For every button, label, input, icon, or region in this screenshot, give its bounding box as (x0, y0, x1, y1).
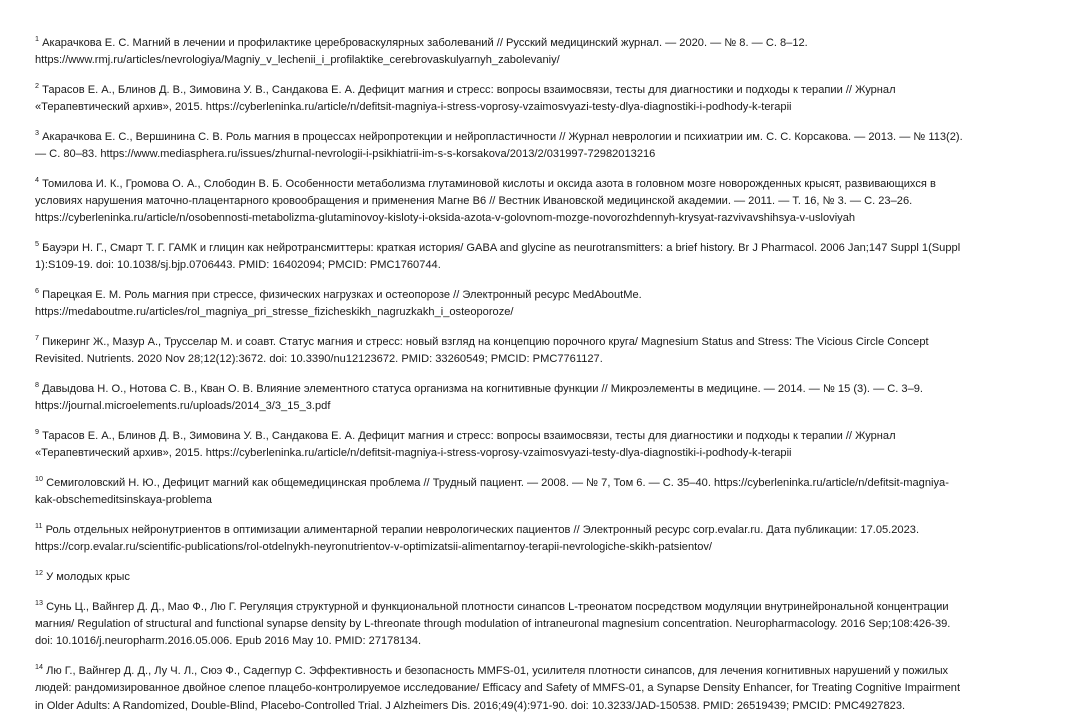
footnote[interactable] (35, 334, 1065, 368)
footnote-text-line: Семиголовский Н. Ю., Дефицит магний как общемедицинская проблема // Трудный пациент. — 2008. — № 7, Том 6. — С. 35–40. https://cyberleninka.ru/article/n/defitsit-magniya- (46, 477, 949, 490)
footnote-text-line: «Терапевтический архив», 2015. https://cyberleninka.ru/article/n/defitsit-magniya-i-stress-voprosy-vzaimosvyazi-testy-dlya-diagnostiki-i-podhody-k-terapii (35, 447, 792, 460)
footnote-text-line: Тарасов Е. А., Блинов Д. В., Зимовина У. В., Сандакова Е. А. Дефицит магния и стресс: вопросы взаимосвязи, тесты для диагностики и подходы к терапии // Журнал (42, 430, 896, 443)
footnote-text-line: магния/ Regulation of structural and functional synapse density by L-threonate through modulation of intraneuronal magnesium concentration. Neuropharmacology. 2016 Sep;108:426-39. (35, 618, 951, 631)
document-page (35, 35, 1065, 727)
footnote-text-line: «Терапевтический архив», 2015. https://cyberleninka.ru/article/n/defitsit-magniya-i-stress-voprosy-vzaimosvyazi-testy-dlya-diagnostiki-i-podhody-k-terapii (35, 101, 792, 114)
footnote-text-line: kak-obschemeditsinskaya-problema (35, 494, 212, 507)
footnote-number: 12 (35, 568, 43, 578)
footnote[interactable] (35, 569, 1065, 586)
footnote-number: 7 (35, 333, 39, 343)
footnote-number: 13 (35, 598, 43, 607)
footnote-text-line: людей: рандомизированное двойное слепое плацебо-контролируемое исследование/ Efficacy and Safety of MMFS-01, a Synapse Density Enhancer, for Treating Cognitive Impairment (35, 682, 961, 695)
footnote[interactable] (35, 381, 1065, 415)
footnote-text-line: https://journal.microelements.ru/uploads/2014_3/3_15_3.pdf (35, 400, 331, 413)
footnote-number: 5 (35, 239, 39, 249)
footnote-number: 4 (35, 175, 39, 184)
footnote[interactable] (35, 129, 1065, 163)
footnote[interactable] (35, 599, 1065, 651)
footnote-text-line: Парецкая Е. М. Роль магния при стрессе, физических нагрузках и остеопорозе // Электронный ресурс MedAboutMe. (42, 289, 642, 302)
footnote-text-line: in Older Adults: A Randomized, Double-Blind, Placebo-Controlled Trial. J Alzheimers Dis. 2016;49(4):971-90. doi: 10.3233/JAD-150538. PMID: 26519439; PMCID: PMC4927823. (35, 699, 906, 712)
footnote-text-line: Пикеринг Ж., Мазур А., Трусселар М. и соавт. Статус магния и стресс: новый взгляд на концепцию порочного круга/ Magnesium Status and Stress: The Vicious Circle Concept (42, 336, 929, 349)
footnote[interactable] (35, 522, 1065, 556)
footnote-text-line: Акарачкова Е. С., Вершинина С. В. Роль магния в процессах нейропротекции и нейропластичности // Журнал неврологии и психиатрии им. С. С. Корсакова. — 2013. — № 113(2). (42, 131, 963, 143)
footnote-number: 6 (35, 286, 39, 296)
footnote-text-line: https://www.rmj.ru/articles/nevrologiya/Magniy_v_lechenii_i_profilaktike_cerebrovaskulyarnyh_zabolevaniy/ (35, 54, 560, 67)
footnote[interactable] (35, 428, 1065, 462)
footnote-number: 14 (35, 662, 43, 672)
footnote-text-line: https://medaboutme.ru/articles/rol_magniya_pri_stresse_fizicheskikh_nagruzkakh_i_osteoporoze/ (35, 306, 514, 319)
footnote-text-line: Лю Г., Вайнгер Д. Д., Лу Ч. Л., Сюэ Ф., Садегпур С. Эффективность и безопасность MMFS-01, усилителя плотности синапсов, для лечения когнитивных нарушений у пожилых (46, 665, 949, 678)
footnote-text-line: Томилова И. К., Громова О. А., Слободин В. Б. Особенности метаболизма глутаминовой кислоты и оксида азота в головном мозге новорожденных крысят, развивающихся в (42, 178, 936, 190)
footnote-number: 2 (35, 81, 39, 90)
footnote-text-line: Сунь Ц., Вайнгер Д. Д., Мао Ф., Лю Г. Регуляция структурной и функциональной плотности синапсов L-треонатом посредством модуляции внутринейрональной концентрации (46, 601, 949, 613)
footnote-text-line: — С. 80–83. https://www.mediasphera.ru/issues/zhurnal-nevrologii-i-psikhiatrii-im-s-s-korsakova/2013/2/031997-72982013216 (35, 148, 656, 161)
footnote-text-line: Роль отдельных нейронутриентов в оптимизации алиментарной терапии неврологических пациентов // Электронный ресурс corp.evalar.ru. Дата публикации: 17.05.2023. (45, 524, 920, 537)
footnote-number: 8 (35, 380, 39, 390)
footnote[interactable] (35, 35, 1065, 69)
footnote[interactable] (35, 663, 1065, 715)
footnote-text-line: 1):S109-19. doi: 10.1038/sj.bjp.0706443. PMID: 16402094; PMCID: PMC1760744. (35, 259, 441, 272)
footnote-text-line: https://cyberleninka.ru/article/n/osobennosti-metabolizma-glutaminovoy-kisloty-i-oksida-azota-v-golovnom-mozge-novorozhdennyh-krysyat-razvivavshihsya-v-usloviyah (35, 212, 856, 225)
footnote-number: 9 (35, 427, 39, 437)
footnote[interactable] (35, 475, 1065, 509)
footnote-text-line: Revisited. Nutrients. 2020 Nov 28;12(12):3672. doi: 10.3390/nu12123672. PMID: 33260549; PMCID: PMC7761127. (35, 353, 603, 366)
footnote-text-line: У молодых крыс (46, 571, 130, 584)
footnote[interactable] (35, 240, 1065, 274)
footnote-text-line: Бауэри Н. Г., Смарт Т. Г. ГАМК и глицин как нейротрансмиттеры: краткая история/ GABA and glycine as neurotransmitters: a brief history. Br J Pharmacol. 2006 Jan;147 Suppl 1(Suppl (42, 242, 961, 255)
footnote-text-line: Давыдова Н. О., Нотова С. В., Кван О. В. Влияние элементного статуса организма на когнитивные функции // Микроэлементы в медицине. — 2014. — № 15 (3). — С. 3–9. (42, 383, 924, 396)
footnote-text-line: doi: 10.1016/j.neuropharm.2016.05.006. Epub 2016 May 10. PMID: 27178134. (35, 635, 422, 648)
footnote-number: 10 (35, 474, 43, 484)
footnote[interactable] (35, 176, 1065, 228)
footnote-text-line: Акарачкова Е. С. Магний в лечении и профилактике цереброваскулярных заболеваний // Русский медицинский журнал. — 2020. — № 8. — С. 8–12. (42, 37, 808, 49)
footnote-text-line: https://corp.evalar.ru/scientific-publications/rol-otdelnykh-neyronutrientov-v-optimizatsii-alimentarnoy-terapii-nevrologiche-skikh-patsientov/ (35, 541, 713, 554)
footnote[interactable] (35, 82, 1065, 116)
footnote-number: 1 (35, 34, 39, 43)
footnote-number: 3 (35, 128, 39, 137)
footnote[interactable] (35, 287, 1065, 321)
footnote-text-line: условиях нарушения маточно-плацентарного кровообращения и применения Магне В6 // Вестник Ивановской медицинской академии. — 2011. — Т. 16, № 3. — С. 23–26. (35, 195, 913, 208)
footnote-text-line: Тарасов Е. А., Блинов Д. В., Зимовина У. В., Сандакова Е. А. Дефицит магния и стресс: вопросы взаимосвязи, тесты для диагностики и подходы к терапии // Журнал (42, 84, 896, 96)
footnote-number: 11 (35, 521, 43, 531)
